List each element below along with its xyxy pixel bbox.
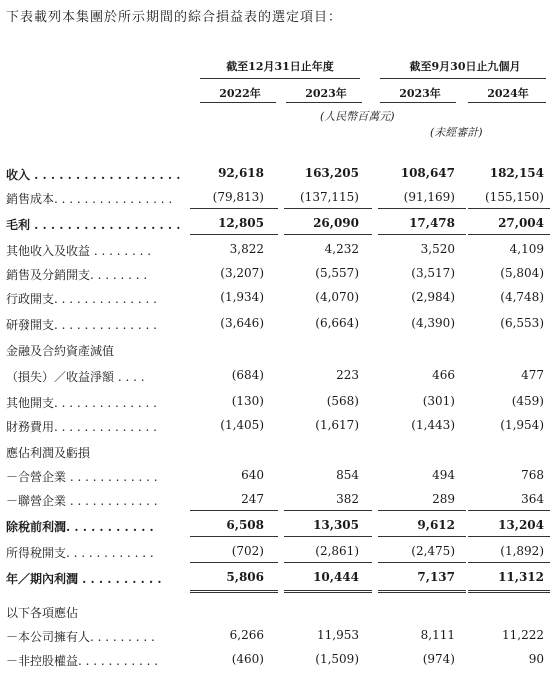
table-row — [0, 540, 550, 564]
row-label: －本公司擁有人. . . . . . . . . — [6, 630, 155, 644]
row-value: (1,443) — [411, 418, 455, 432]
row-value: 4,232 — [324, 242, 359, 256]
row-value: 3,822 — [229, 242, 264, 256]
row-value: (1,405) — [220, 418, 264, 432]
table-row — [0, 186, 550, 210]
row-value: 90 — [528, 652, 544, 666]
row-value: (460) — [231, 652, 264, 666]
row-value: 11,312 — [498, 570, 544, 584]
row-label: 金融及合約資產減值 — [6, 344, 115, 358]
row-value: (1,934) — [220, 290, 264, 304]
row-value: (2,861) — [315, 544, 359, 558]
row-value: 13,305 — [313, 518, 359, 532]
row-label: 其他開支. . . . . . . . . . . . . . — [6, 396, 157, 410]
row-label: 收入 . . . . . . . . . . . . . . . . . . — [6, 168, 181, 182]
row-value: (6,553) — [500, 316, 544, 330]
row-label: 行政開支. . . . . . . . . . . . . . — [6, 292, 157, 306]
row-value: 477 — [521, 368, 544, 382]
table-row — [0, 390, 550, 414]
row-value: (6,664) — [315, 316, 359, 330]
row-value: (2,984) — [411, 290, 455, 304]
table-row — [0, 162, 550, 186]
row-value: (1,617) — [315, 418, 359, 432]
header-year-3: 2023年 — [399, 87, 441, 100]
row-value: (5,804) — [500, 266, 544, 280]
table-row — [0, 648, 550, 672]
table-row — [0, 364, 550, 388]
row-value: 163,205 — [304, 166, 359, 180]
row-value: 13,204 — [498, 518, 544, 532]
unaudited-label: (未經審計) — [430, 126, 483, 139]
row-label: 銷售及分銷開支. . . . . . . . — [6, 268, 148, 282]
row-value: (79,813) — [212, 190, 264, 204]
column-rule — [468, 208, 550, 209]
table-row — [0, 464, 550, 488]
header-year-1: 2022年 — [219, 87, 261, 100]
intro-text: 下表載列本集團於所示期間的綜合損益表的選定項目： — [6, 10, 343, 25]
row-value: (130) — [231, 394, 264, 408]
header-year-group: 截至12月31日止年度 — [226, 60, 334, 73]
table-row — [0, 262, 550, 286]
column-rule — [468, 234, 550, 235]
row-value: 466 — [432, 368, 455, 382]
row-value: 247 — [241, 492, 264, 506]
table-row — [0, 286, 550, 310]
row-value: (5,557) — [315, 266, 359, 280]
row-value: 17,478 — [409, 216, 455, 230]
year-rule-4 — [468, 102, 546, 103]
row-value: (3,207) — [220, 266, 264, 280]
row-value: (4,748) — [500, 290, 544, 304]
header-ninemonth-group: 截至9月30日止九個月 — [409, 60, 521, 73]
row-value: 108,647 — [400, 166, 455, 180]
column-rule — [284, 536, 372, 537]
row-label: －非控股權益. . . . . . . . . . . — [6, 654, 159, 668]
column-rule — [190, 510, 278, 511]
row-value: 7,137 — [417, 570, 455, 584]
row-value: 4,109 — [509, 242, 544, 256]
row-value: (91,169) — [403, 190, 455, 204]
row-value: (2,475) — [411, 544, 455, 558]
row-value: (974) — [422, 652, 455, 666]
row-value: 289 — [432, 492, 455, 506]
header-year-2: 2023年 — [305, 87, 347, 100]
row-value: 11,953 — [317, 628, 359, 642]
table-row — [0, 338, 550, 362]
row-label: 年／期內利潤 . . . . . . . . . . — [6, 572, 162, 586]
table-row — [0, 488, 550, 512]
row-value: (3,517) — [411, 266, 455, 280]
year-rule-1 — [200, 102, 276, 103]
row-label: 除稅前利潤. . . . . . . . . . . — [6, 520, 154, 534]
year-rule-3 — [380, 102, 456, 103]
row-label: 銷售成本. . . . . . . . . . . . . . . . — [6, 192, 173, 206]
row-value: (568) — [326, 394, 359, 408]
row-value: 26,090 — [313, 216, 359, 230]
row-value: (684) — [231, 368, 264, 382]
row-value: 11,222 — [502, 628, 544, 642]
row-value: 9,612 — [417, 518, 455, 532]
table-row — [0, 600, 550, 624]
row-value: (459) — [511, 394, 544, 408]
column-rule — [190, 562, 278, 563]
column-rule — [378, 562, 466, 563]
row-value: 854 — [336, 468, 359, 482]
row-value: 6,508 — [226, 518, 264, 532]
row-value: 768 — [521, 468, 544, 482]
row-label: 研發開支. . . . . . . . . . . . . . — [6, 318, 157, 332]
row-value: (4,070) — [315, 290, 359, 304]
row-value: 640 — [241, 468, 264, 482]
row-value: 364 — [521, 492, 544, 506]
header-year-4: 2024年 — [487, 87, 529, 100]
table-row — [0, 566, 550, 590]
row-label: 財務費用. . . . . . . . . . . . . . — [6, 420, 157, 434]
column-rule — [284, 590, 372, 593]
row-value: 8,111 — [420, 628, 455, 642]
column-rule — [468, 562, 550, 563]
row-value: (1,509) — [315, 652, 359, 666]
column-rule — [284, 234, 372, 235]
row-label: －聯營企業 . . . . . . . . . . . . — [6, 494, 158, 508]
table-row — [0, 414, 550, 438]
column-rule — [378, 590, 466, 593]
column-rule — [190, 590, 278, 593]
row-label: 毛利 . . . . . . . . . . . . . . . . . . — [6, 218, 181, 232]
row-value: 10,444 — [313, 570, 359, 584]
column-rule — [378, 234, 466, 235]
row-label: －合營企業 . . . . . . . . . . . . — [6, 470, 158, 484]
row-value: 494 — [432, 468, 455, 482]
row-value: (3,646) — [220, 316, 264, 330]
row-value: (1,954) — [500, 418, 544, 432]
column-rule — [468, 510, 550, 511]
row-value: 92,618 — [218, 166, 264, 180]
row-value: (702) — [231, 544, 264, 558]
table-row — [0, 440, 550, 464]
row-value: 5,806 — [226, 570, 264, 584]
table-row — [0, 514, 550, 538]
header-rule-right — [380, 78, 546, 79]
table-row — [0, 238, 550, 262]
row-value: 223 — [336, 368, 359, 382]
row-value: (4,390) — [411, 316, 455, 330]
row-value: (155,150) — [485, 190, 544, 204]
row-value: 182,154 — [489, 166, 544, 180]
column-rule — [190, 234, 278, 235]
column-rule — [284, 208, 372, 209]
row-label: 以下各項應佔 — [6, 606, 79, 620]
row-label: 其他收入及收益 . . . . . . . . — [6, 244, 152, 258]
column-rule — [378, 536, 466, 537]
row-value: 3,520 — [420, 242, 455, 256]
column-rule — [284, 510, 372, 511]
row-value: 382 — [336, 492, 359, 506]
row-value: (137,115) — [300, 190, 359, 204]
column-rule — [284, 562, 372, 563]
row-value: (301) — [422, 394, 455, 408]
header-rule-left — [200, 78, 360, 79]
year-rule-2 — [286, 102, 362, 103]
table-row — [0, 212, 550, 236]
column-rule — [468, 590, 550, 593]
table-row — [0, 312, 550, 336]
row-label: 所得稅開支. . . . . . . . . . . . — [6, 546, 154, 560]
row-value: (1,892) — [500, 544, 544, 558]
column-rule — [190, 208, 278, 209]
column-rule — [378, 510, 466, 511]
row-value: 27,004 — [498, 216, 544, 230]
column-rule — [468, 536, 550, 537]
row-label: 應佔利潤及虧損 — [6, 446, 91, 460]
row-value: 6,266 — [229, 628, 264, 642]
row-label: （損失）／收益淨額 . . . . — [6, 370, 145, 384]
unit-label: (人民幣百萬元) — [320, 110, 395, 123]
column-rule — [190, 536, 278, 537]
column-rule — [378, 208, 466, 209]
table-row — [0, 624, 550, 648]
row-value: 12,805 — [218, 216, 264, 230]
